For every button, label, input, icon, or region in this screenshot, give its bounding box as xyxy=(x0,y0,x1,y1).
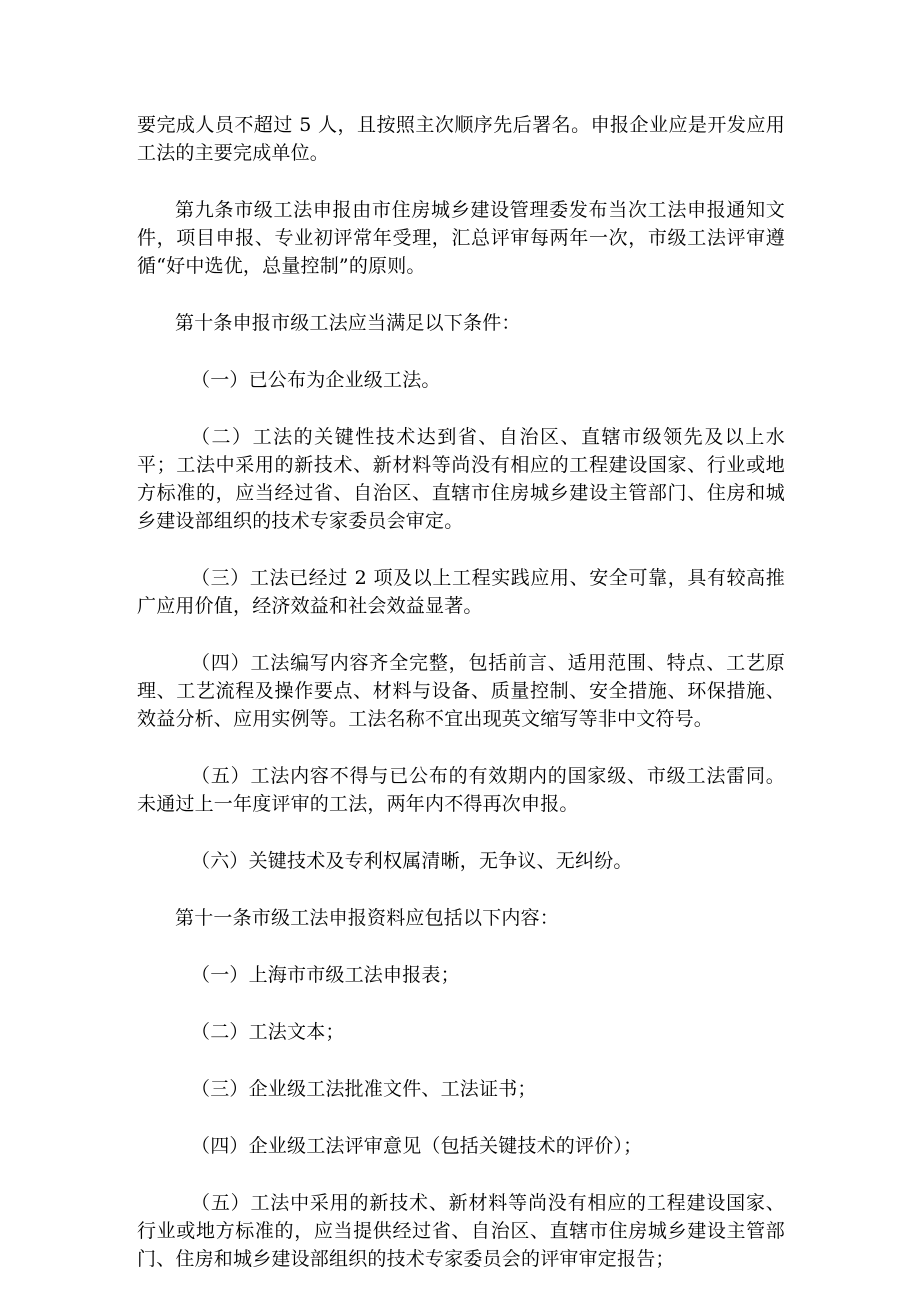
paragraph-item: （二）工法的关键性技术达到省、自治区、直辖市级领先及以上水平；工法中采用的新技术、新材料等尚没有相应的工程建设国家、行业或地方标准的，应当经过省、自治区、直辖市住房城乡建设主管部门、住房和城乡建设部组织的技术专家委员会审定。 xyxy=(137,426,785,532)
paragraph-item: （四）企业级工法评审意见（包括关键技术的评价）； xyxy=(191,1135,643,1157)
paragraph-article-11: 第十一条市级工法申报资料应包括以下内容： xyxy=(175,907,560,929)
paragraph-item: （六）关键技术及专利权属清晰，无争议、无纠纷。 xyxy=(191,850,633,872)
paragraph-item: （三）企业级工法批准文件、工法证书； xyxy=(191,1078,537,1100)
paragraph-item: （四）工法编写内容齐全完整，包括前言、适用范围、特点、工艺原理、工艺流程及操作要点、材料与设备、质量控制、安全措施、环保措施、效益分析、应用实例等。工法名称不宜出现英文缩写等非中文符号。 xyxy=(137,652,785,730)
paragraph-item: （一）已公布为企业级工法。 xyxy=(191,369,441,391)
paragraph-item: （五）工法内容不得与已公布的有效期内的国家级、市级工法雷同。未通过上一年度评审的工法，两年内不得再次申报。 xyxy=(137,765,785,815)
paragraph-item: （五）工法中采用的新技术、新材料等尚没有相应的工程建设国家、行业或地方标准的，应当提供经过省、自治区、直辖市住房城乡建设主管部门、住房和城乡建设部组织的技术专家委员会的评审审定报告； xyxy=(137,1192,785,1270)
paragraph-continuation: 要完成人员不超过 5 人，且按照主次顺序先后署名。申报企业应是开发应用工法的主要完成单位。 xyxy=(137,114,785,164)
paragraph-article-9: 第九条市级工法申报由市住房城乡建设管理委发布当次工法申报通知文件，项目申报、专业初评常年受理，汇总评审每两年一次，市级工法评审遵循“好中选优，总量控制”的原则。 xyxy=(137,199,785,277)
paragraph-item: （二）工法文本； xyxy=(191,1021,345,1043)
paragraph-article-10: 第十条申报市级工法应当满足以下条件： xyxy=(175,312,521,334)
paragraph-item: （一）上海市市级工法申报表； xyxy=(191,964,460,986)
paragraph-item: （三）工法已经过 2 项及以上工程实践应用、安全可靠，具有较高推广应用价值，经济效益和社会效益显著。 xyxy=(137,567,785,617)
